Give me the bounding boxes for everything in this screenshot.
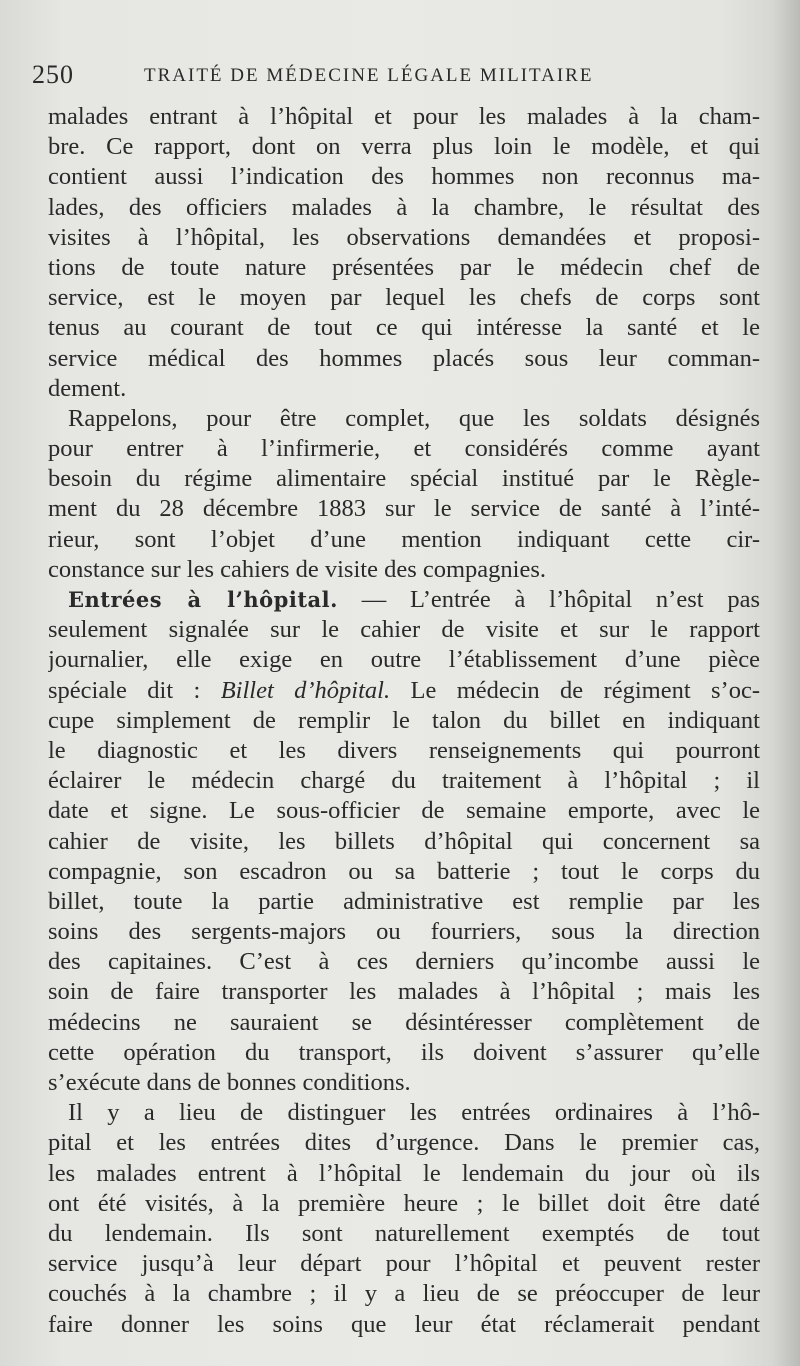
text-line-with-italic (48, 676, 760, 706)
text-line: le diagnostic et les divers renseignements qui pourront (48, 736, 760, 764)
section-heading-continuation: — L’entrée à l’hôpital n’est pas (337, 586, 760, 613)
section-heading: Entrées à l’hôpital. (68, 587, 338, 612)
text-line: du lendemain. Ils sont naturellement exemptés de tout (48, 1219, 760, 1247)
text-line: besoin du régime alimentaire spécial institué par le Règle- (48, 465, 760, 493)
text-line: soin de faire transporter les malades à l’hôpital ; mais les (48, 978, 760, 1006)
text-line: tions de toute nature présentées par le médecin chef de (48, 253, 760, 281)
text-line: cahier de visite, les billets d’hôpital qui concernent sa (48, 827, 760, 855)
running-head (32, 60, 762, 94)
text-line: cupe simplement de remplir le talon du billet en indiquant (48, 706, 760, 734)
text-line: médecins ne sauraient se désintéresser complètement de (48, 1008, 760, 1036)
paragraph-start-line: Rappelons, pour être complet, que les soldats désignés (68, 404, 760, 432)
text-line: ont été visités, à la première heure ; le billet doit être daté (48, 1189, 760, 1217)
text-line: service, est le moyen par lequel les chefs de corps sont (48, 284, 760, 312)
text-line: pour entrer à l’infirmerie, et considérés comme ayant (48, 435, 760, 463)
paragraph-start-line: Il y a lieu de distinguer les entrées ordinaires à l’hô- (68, 1099, 760, 1127)
text-line: visites à l’hôpital, les observations demandées et proposi- (48, 223, 760, 251)
text-line: constance sur les cahiers de visite des compagnies. (48, 555, 547, 583)
text-line: journalier, elle exige en outre l’établissement d’une pièce (48, 646, 760, 674)
text-line: cette opération du transport, ils doivent s’assurer qu’elle (48, 1038, 760, 1066)
text-line: date et signe. Le sous-officier de semaine emporte, avec le (48, 797, 760, 825)
text-line: ment du 28 décembre 1883 sur le service de santé à l’inté- (48, 495, 760, 523)
text-line: service médical des hommes placés sous leur comman- (48, 344, 760, 372)
text-line: soins des sergents-majors ou fourriers, sous la direction (48, 918, 760, 946)
italic-line-before: spéciale dit : (48, 676, 221, 704)
text-line: dement. (48, 374, 127, 402)
text-line: éclairer le médecin chargé du traitement à l’hôpital ; il (48, 767, 760, 795)
section-heading-line (48, 585, 760, 615)
text-line: service jusqu’à leur départ pour l’hôpital et peuvent rester (48, 1250, 760, 1278)
text-line: bre. Ce rapport, dont on verra plus loin le modèle, et qui (48, 133, 760, 161)
text-line: compagnie, son escadron ou sa batterie ; tout le corps du (48, 857, 760, 885)
text-line: tenus au courant de tout ce qui intéresse la santé et le (48, 314, 760, 342)
text-line: des capitaines. C’est à ces derniers qu’incombe aussi le (48, 948, 760, 976)
text-line: malades entrant à l’hôpital et pour les malades à la cham- (48, 103, 760, 130)
text-line: rieur, sont l’objet d’une mention indiquant cette cir- (48, 525, 760, 553)
page-body (48, 102, 760, 1340)
italic-line-after: Le médecin de régiment s’oc- (390, 676, 760, 704)
text-line: pital et les entrées dites d’urgence. Dans le premier cas, (48, 1129, 760, 1157)
text-line: les malades entrent à l’hôpital le lendemain du jour où ils (48, 1159, 760, 1187)
text-line: contient aussi l’indication des hommes non reconnus ma- (48, 163, 760, 191)
italic-term: Billet d’hôpital. (220, 676, 391, 704)
text-line: seulement signalée sur le cahier de visite et sur le rapport (48, 616, 760, 644)
text-line: lades, des officiers malades à la chambre, le résultat des (48, 193, 760, 221)
text-line: s’exécute dans de bonnes conditions. (48, 1069, 411, 1096)
running-title: TRAITÉ DE MÉDECINE LÉGALE MILITAIRE (144, 65, 594, 86)
page-number: 250 (32, 60, 74, 89)
text-line: faire donner les soins que leur état réclamerait pendant (48, 1310, 760, 1338)
text-line: couchés à la chambre ; il y a lieu de se préoccuper de leur (48, 1280, 760, 1308)
text-line: billet, toute la partie administrative est remplie par les (48, 887, 760, 915)
